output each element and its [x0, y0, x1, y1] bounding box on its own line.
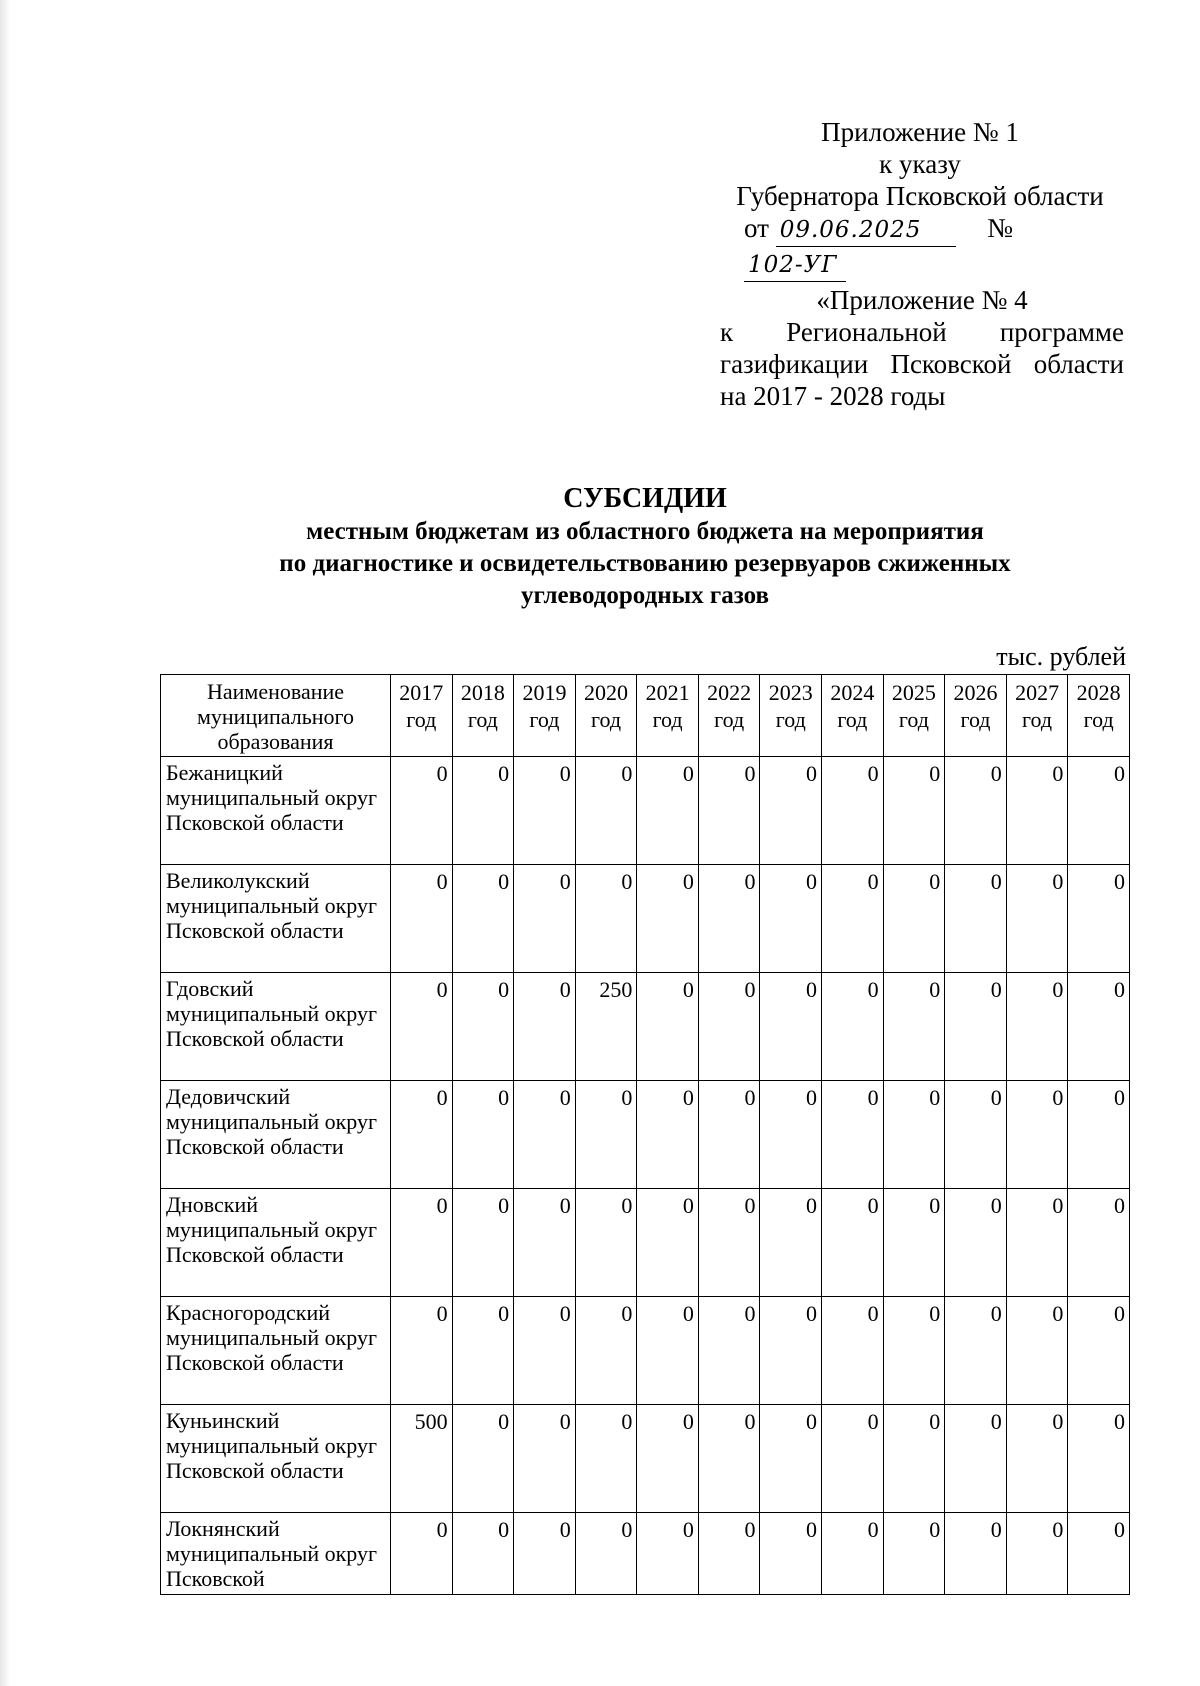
table-row: [161, 1405, 1130, 1513]
municipality-name-cell: Гдовский муниципальный округ Псковской области: [161, 973, 391, 1081]
value-cell: 0: [575, 1513, 637, 1595]
year-column-header: 2021 год: [637, 675, 699, 757]
value-cell: 0: [1006, 1189, 1068, 1297]
value-cell: 0: [637, 1297, 699, 1405]
value-cell: 0: [1068, 1297, 1130, 1405]
value-cell: 0: [391, 865, 453, 973]
value-cell: 0: [514, 1513, 576, 1595]
municipality-name-cell: Бежаницкий муниципальный округ Псковской области: [161, 757, 391, 865]
decree-date: 09.06.2025: [776, 214, 956, 247]
appendix-line-2: к Региональной программе: [720, 317, 1124, 347]
value-cell: 0: [698, 1189, 760, 1297]
municipality-name-cell: Локнянский муниципальный округ Псковской: [161, 1513, 391, 1595]
value-cell: 0: [637, 1405, 699, 1513]
value-cell: 0: [452, 1189, 514, 1297]
value-cell: 0: [1006, 1081, 1068, 1189]
year-column-header: 2018 год: [452, 675, 514, 757]
value-cell: 0: [1068, 757, 1130, 865]
value-cell: 0: [945, 1081, 1007, 1189]
value-cell: 0: [514, 1297, 576, 1405]
value-cell: 0: [945, 757, 1007, 865]
value-cell: 0: [1006, 757, 1068, 865]
value-cell: 0: [883, 865, 945, 973]
value-cell: 0: [514, 1081, 576, 1189]
value-cell: 0: [452, 1081, 514, 1189]
value-cell: 0: [883, 1405, 945, 1513]
value-cell: 0: [1006, 973, 1068, 1081]
value-cell: 0: [760, 1297, 822, 1405]
number-label: №: [987, 213, 1013, 243]
value-cell: 0: [1006, 865, 1068, 973]
document-title: [160, 482, 1130, 612]
value-cell: 0: [1006, 1297, 1068, 1405]
value-cell: 0: [575, 865, 637, 973]
value-cell: 0: [1068, 1189, 1130, 1297]
subsidies-table: [160, 674, 1130, 1595]
value-cell: 0: [1068, 1081, 1130, 1189]
value-cell: 0: [945, 865, 1007, 973]
value-cell: 0: [637, 1189, 699, 1297]
value-cell: 0: [822, 757, 884, 865]
value-cell: 0: [883, 973, 945, 1081]
value-cell: 0: [698, 757, 760, 865]
value-cell: 0: [698, 1513, 760, 1595]
table-row: [161, 757, 1130, 865]
value-cell: 0: [945, 1513, 1007, 1595]
value-cell: 0: [514, 865, 576, 973]
value-cell: 0: [637, 1081, 699, 1189]
value-cell: 0: [575, 1297, 637, 1405]
value-cell: 0: [822, 1081, 884, 1189]
value-cell: 0: [1068, 1513, 1130, 1595]
title-line-4: углеводородных газов: [520, 582, 770, 609]
scan-edge: [0, 0, 10, 1686]
year-column-header: 2027 год: [1006, 675, 1068, 757]
value-cell: 0: [452, 973, 514, 1081]
value-cell: 0: [514, 757, 576, 865]
year-column-header: 2025 год: [883, 675, 945, 757]
value-cell: 500: [391, 1405, 453, 1513]
decree-reference: [720, 212, 1120, 282]
value-cell: 0: [698, 973, 760, 1081]
appendix-line-4: на 2017 - 2028 годы: [720, 381, 946, 411]
value-cell: 0: [391, 973, 453, 1081]
value-cell: 0: [822, 1297, 884, 1405]
value-cell: 0: [391, 757, 453, 865]
municipality-column-header: Наименование муниципального образования: [161, 675, 391, 757]
value-cell: 0: [452, 1405, 514, 1513]
title-main: СУБСИДИИ: [563, 483, 727, 514]
municipality-name-cell: Великолукский муниципальный округ Псковской области: [161, 865, 391, 973]
value-cell: 0: [637, 757, 699, 865]
value-cell: 0: [391, 1189, 453, 1297]
value-cell: 0: [883, 1189, 945, 1297]
value-cell: 0: [760, 973, 822, 1081]
table-row: [161, 973, 1130, 1081]
table-row: [161, 865, 1130, 973]
value-cell: 0: [822, 1513, 884, 1595]
value-cell: 0: [760, 865, 822, 973]
value-cell: 0: [391, 1297, 453, 1405]
value-cell: 0: [1068, 1405, 1130, 1513]
value-cell: 0: [760, 1081, 822, 1189]
appendix-line-1: «Приложение № 4: [816, 285, 1028, 315]
value-cell: 0: [883, 1297, 945, 1405]
value-cell: 0: [575, 1081, 637, 1189]
value-cell: 0: [637, 1513, 699, 1595]
value-cell: 0: [637, 865, 699, 973]
value-cell: 0: [822, 1189, 884, 1297]
value-cell: 0: [698, 1405, 760, 1513]
value-cell: 0: [698, 865, 760, 973]
value-cell: 0: [452, 865, 514, 973]
value-cell: 0: [945, 1189, 1007, 1297]
year-column-header: 2024 год: [822, 675, 884, 757]
value-cell: 0: [575, 1405, 637, 1513]
value-cell: 0: [760, 1513, 822, 1595]
year-column-header: 2028 год: [1068, 675, 1130, 757]
value-cell: 0: [822, 973, 884, 1081]
value-cell: 0: [883, 1513, 945, 1595]
table-row: [161, 1513, 1130, 1595]
municipality-name-cell: Куньинский муниципальный округ Псковской области: [161, 1405, 391, 1513]
value-cell: 0: [760, 1189, 822, 1297]
value-cell: 0: [575, 1189, 637, 1297]
year-column-header: 2026 год: [945, 675, 1007, 757]
value-cell: 0: [514, 1189, 576, 1297]
value-cell: 0: [883, 757, 945, 865]
value-cell: 0: [514, 1405, 576, 1513]
annex-line-1: Приложение № 1: [821, 117, 1019, 147]
value-cell: 0: [822, 1405, 884, 1513]
table-row: [161, 1081, 1130, 1189]
municipality-name-cell: Красногородский муниципальный округ Псковской области: [161, 1297, 391, 1405]
table-body: [161, 757, 1130, 1595]
year-column-header: 2022 год: [698, 675, 760, 757]
program-appendix-block: [720, 284, 1124, 412]
year-column-header: 2019 год: [514, 675, 576, 757]
value-cell: 0: [452, 1513, 514, 1595]
value-cell: 0: [452, 1297, 514, 1405]
table-row: [161, 1189, 1130, 1297]
year-column-header: 2020 год: [575, 675, 637, 757]
decree-number: 102-УГ: [744, 249, 846, 282]
year-column-header: 2023 год: [760, 675, 822, 757]
title-line-2: местным бюджетам из областного бюджета на мероприятия: [306, 518, 984, 545]
value-cell: 0: [391, 1081, 453, 1189]
value-cell: 250: [575, 973, 637, 1081]
value-cell: 0: [637, 973, 699, 1081]
municipality-name-cell: Дновский муниципальный округ Псковской области: [161, 1189, 391, 1297]
value-cell: 0: [1068, 865, 1130, 973]
value-cell: 0: [760, 1405, 822, 1513]
value-cell: 0: [760, 757, 822, 865]
from-label: от: [744, 213, 769, 243]
value-cell: 0: [945, 1297, 1007, 1405]
annex-line-3: Губернатора Псковской области: [736, 181, 1104, 211]
value-cell: 0: [1068, 973, 1130, 1081]
value-cell: 0: [1006, 1513, 1068, 1595]
table-row: [161, 1297, 1130, 1405]
decree-annex-block: [720, 116, 1120, 282]
municipality-name-cell: Дедовичский муниципальный округ Псковской области: [161, 1081, 391, 1189]
title-line-3: по диагностике и освидетельствованию резервуаров сжиженных: [279, 550, 1011, 577]
value-cell: 0: [452, 757, 514, 865]
value-cell: 0: [945, 973, 1007, 1081]
annex-line-2: к указу: [879, 149, 961, 179]
units-label: тыс. рублей: [996, 642, 1126, 671]
value-cell: 0: [883, 1081, 945, 1189]
value-cell: 0: [575, 757, 637, 865]
appendix-line-3: газификации Псковской области: [720, 349, 1124, 379]
value-cell: 0: [698, 1297, 760, 1405]
value-cell: 0: [391, 1513, 453, 1595]
value-cell: 0: [822, 865, 884, 973]
value-cell: 0: [945, 1405, 1007, 1513]
value-cell: 0: [1006, 1405, 1068, 1513]
year-column-header: 2017 год: [391, 675, 453, 757]
value-cell: 0: [698, 1081, 760, 1189]
value-cell: 0: [514, 973, 576, 1081]
table-header-row: [161, 675, 1130, 757]
